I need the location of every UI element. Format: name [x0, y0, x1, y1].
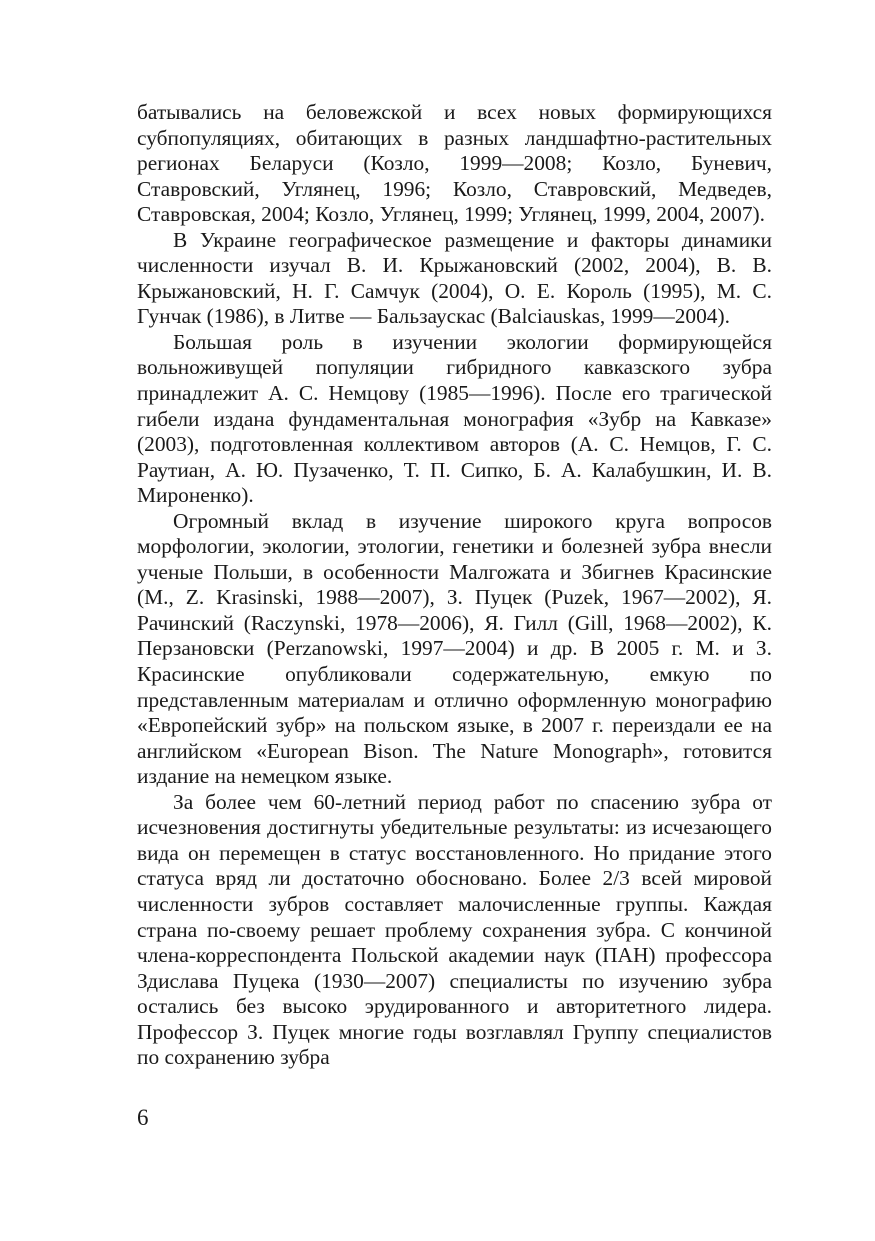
paragraph-caucasus: Большая роль в изучении экологии формирующейся вольноживущей популяции гибридного кавказского зубра принадлежит А. С. Немцову (1985—1996). После его трагической гибели издана фундаментальная монография «Зубр на Кавказе» (2003), подготовленная коллективом авторов (А. С. Немцов, Г. С. Раутиан, А. Ю. Пузаченко, Т. П. Сипко, Б. А. Калабушкин, И. В. Мироненко).	[137, 329, 772, 508]
paragraph-continuation: батывались на беловежской и всех новых формирующихся субпопуляциях, обитающих в разных ландшафтно-растительных регионах Беларуси (Козло, 1999—2008; Козло, Буневич, Ставровский, Углянец, 1996; Козло, Ставровский, Медведев, Ставровская, 2004; Козло, Углянец, 1999; Углянец, 1999, 2004, 2007).	[137, 100, 772, 227]
paragraph-ukraine: В Украине географическое размещение и факторы динамики численности изучал В. И. Крыжановский (2002, 2004), В. В. Крыжановский, Н. Г. Самчук (2004), О. Е. Король (1995), М. С. Гунчак (1986), в Литве — Бальзаускас (Balciauskas, 1999—2004).	[137, 227, 772, 329]
body-text	[137, 100, 772, 1071]
paragraph-poland: Огромный вклад в изучение широкого круга вопросов морфологии, экологии, этологии, генетики и болезней зубра внесли ученые Польши, в особенности Малгожата и Збигнев Красинские (M., Z. Krasinski, 1988—2007), З. Пуцек (Puzek, 1967—2002), Я. Рачинский (Raczynski, 1978—2006), Я. Гилл (Gill, 1968—2002), К. Перзановски (Perzanowski, 1997—2004) и др. В 2005 г. М. и З. Красинские опубликовали содержательную, емкую по представленным материалам и отлично оформленную монографию «Европейский зубр» на польском языке, в 2007 г. переиздали ее на английском «European Bison. The Nature Monograph», готовится издание на немецком языке.	[137, 508, 772, 789]
page-number: 6	[137, 1105, 149, 1130]
paragraph-conservation: За более чем 60-летний период работ по спасению зубра от исчезновения достигнуты убедительные результаты: из исчезающего вида он перемещен в статус восстановленного. Но придание этого статуса вряд ли достаточно обосновано. Более 2/3 всей мировой численности зубров составляет малочисленные группы. Каждая страна по-своему решает проблему сохранения зубра. С кончиной члена-корреспондента Польской академии наук (ПАН) профессора Здислава Пуцека (1930—2007) специалисты по изучению зубра остались без высоко эрудированного и авторитетного лидера. Профессор З. Пуцек многие годы возглавлял Группу специалистов по сохранению зубра	[137, 789, 772, 1070]
